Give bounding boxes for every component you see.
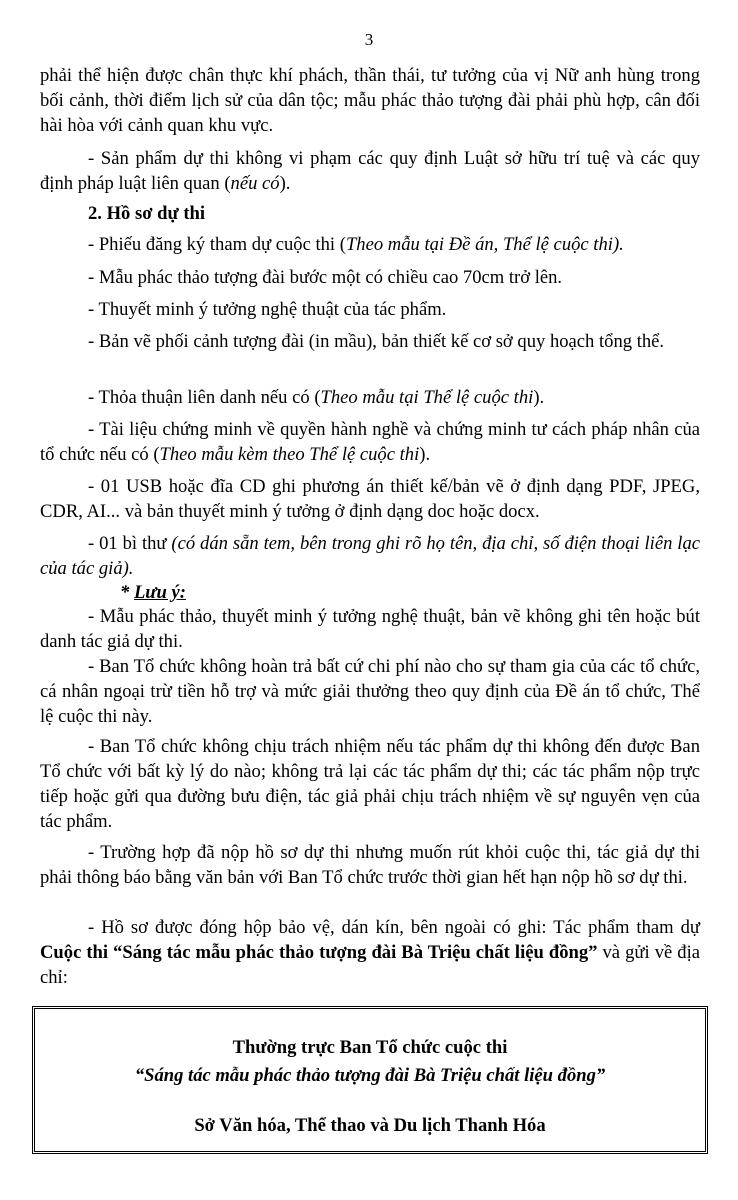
- address-line-department: Sở Văn hóa, Thể thao và Du lịch Thanh Hóa: [194, 1115, 546, 1136]
- section-heading-text: 2. Hồ sơ dự thi: [88, 203, 206, 224]
- item-sketch-model-text: - Mẫu phác thảo tượng đài bước một có chiều cao 70cm trở lên.: [88, 267, 563, 288]
- paragraph-ip-text: - Sản phẩm dự thi không vi phạm các quy định Luật sở hữu trí tuệ và các quy định pháp luật liên quan (: [40, 148, 700, 194]
- item-legal-docs-end: ).: [419, 444, 431, 465]
- paragraph-intro-text: phải thể hiện được chân thực khí phách, thần thái, tư tưởng của vị Nữ anh hùng trong bối cảnh, thời điểm lịch sử của dân tộc; mẫu phác thảo tượng đài phải phù hợp, cân đối hài hòa với cảnh quan khu vực.: [40, 65, 700, 136]
- note-responsibility-text: - Ban Tổ chức không chịu trách nhiệm nếu tác phẩm dự thi không đến được Ban Tổ chức với bất kỳ lý do nào; không trả lại các tác phẩm dự thi; các tác phẩm nộp trực tiếp hoặc gửi qua đường bưu điện, tác giả phải chịu trách nhiệm về sự nguyên vẹn của tác phẩm.: [40, 736, 700, 832]
- paragraph-ip-italic: nếu có: [230, 173, 280, 194]
- item-joint-venture-text: - Thỏa thuận liên danh nếu có (: [88, 387, 321, 408]
- item-usb: [40, 474, 700, 524]
- item-drawings: [40, 329, 700, 354]
- item-description-text: - Thuyết minh ý tưởng nghệ thuật của tác phẩm.: [88, 299, 447, 320]
- note-responsibility: [40, 734, 700, 834]
- paragraph-ip-end: ).: [279, 173, 291, 194]
- note-packaging-bold: Cuộc thi “Sáng tác mẫu phác thảo tượng đài Bà Triệu chất liệu đồng”: [40, 942, 598, 963]
- note-packaging-text: - Hồ sơ được đóng hộp bảo vệ, dán kín, bên ngoài có ghi: Tác phẩm tham dự: [88, 917, 700, 938]
- item-joint-venture: [40, 385, 700, 410]
- item-drawings-text: - Bản vẽ phối cảnh tượng đài (in mầu), bản thiết kế cơ sở quy hoạch tổng thể.: [88, 331, 665, 352]
- note-packaging-end: và gửi về địa chỉ:: [40, 942, 701, 988]
- item-envelope-italic: (có dán sẵn tem, bên trong ghi rõ họ tên, địa chỉ, số điện thoại liên lạc của tác giả).: [40, 533, 700, 579]
- item-joint-venture-italic: Theo mẫu tại Thể lệ cuộc thi: [320, 387, 534, 408]
- item-joint-venture-end: ).: [533, 387, 545, 408]
- note-heading: [40, 580, 700, 605]
- note-anonymity-text: - Mẫu phác thảo, thuyết minh ý tưởng nghệ thuật, bản vẽ không ghi tên hoặc bút danh tác giả dự thi.: [40, 606, 700, 652]
- note-withdrawal: [40, 840, 700, 890]
- item-legal-docs-italic: Theo mẫu kèm theo Thể lệ cuộc thi: [159, 444, 420, 465]
- note-costs: [40, 654, 700, 729]
- address-line-organizer: Thường trực Ban Tổ chức cuộc thi: [232, 1037, 508, 1058]
- item-registration: [40, 232, 700, 257]
- item-envelope-text: - 01 bì thư: [88, 533, 172, 554]
- address-box: [32, 1006, 708, 1154]
- note-anonymity: [40, 604, 700, 654]
- paragraph-intro: [40, 63, 700, 138]
- note-withdrawal-text: - Trường hợp đã nộp hồ sơ dự thi nhưng muốn rút khỏi cuộc thi, tác giả dự thi phải thông báo bằng văn bản với Ban Tổ chức trước thời gian hết hạn nộp hồ sơ dự thi.: [40, 842, 700, 888]
- item-registration-italic: Theo mẫu tại Đề án, Thể lệ cuộc thi).: [345, 234, 624, 255]
- item-legal-docs: [40, 417, 700, 467]
- item-registration-text: - Phiếu đăng ký tham dự cuộc thi (: [88, 234, 346, 255]
- item-sketch-model: [40, 265, 700, 290]
- note-packaging: [40, 915, 700, 990]
- item-usb-text: - 01 USB hoặc đĩa CD ghi phương án thiết kế/bản vẽ ở định dạng PDF, JPEG, CDR, AI... và bản thuyết minh ý tưởng ở định dạng doc hoặc docx.: [40, 476, 700, 522]
- paragraph-ip: [40, 146, 700, 196]
- item-legal-docs-text: - Tài liệu chứng minh về quyền hành nghề và chứng minh tư cách pháp nhân của tổ chức nếu có (: [40, 419, 700, 465]
- item-description: [40, 297, 700, 322]
- page-number: 3: [364, 30, 374, 49]
- section-heading: [40, 201, 700, 226]
- note-label: Lưu ý:: [133, 582, 186, 603]
- item-envelope: [40, 531, 700, 581]
- address-line-contest: “Sáng tác mẫu phác thảo tượng đài Bà Triệu chất liệu đồng”: [134, 1065, 606, 1086]
- note-costs-text: - Ban Tổ chức không hoàn trả bất cứ chi phí nào cho sự tham gia của các tổ chức, cá nhân ngoại trừ tiền hỗ trợ và mức giải thưởng theo quy định của Đề án tổ chức, Thể lệ cuộc thi này.: [40, 656, 700, 727]
- note-star: *: [120, 582, 134, 603]
